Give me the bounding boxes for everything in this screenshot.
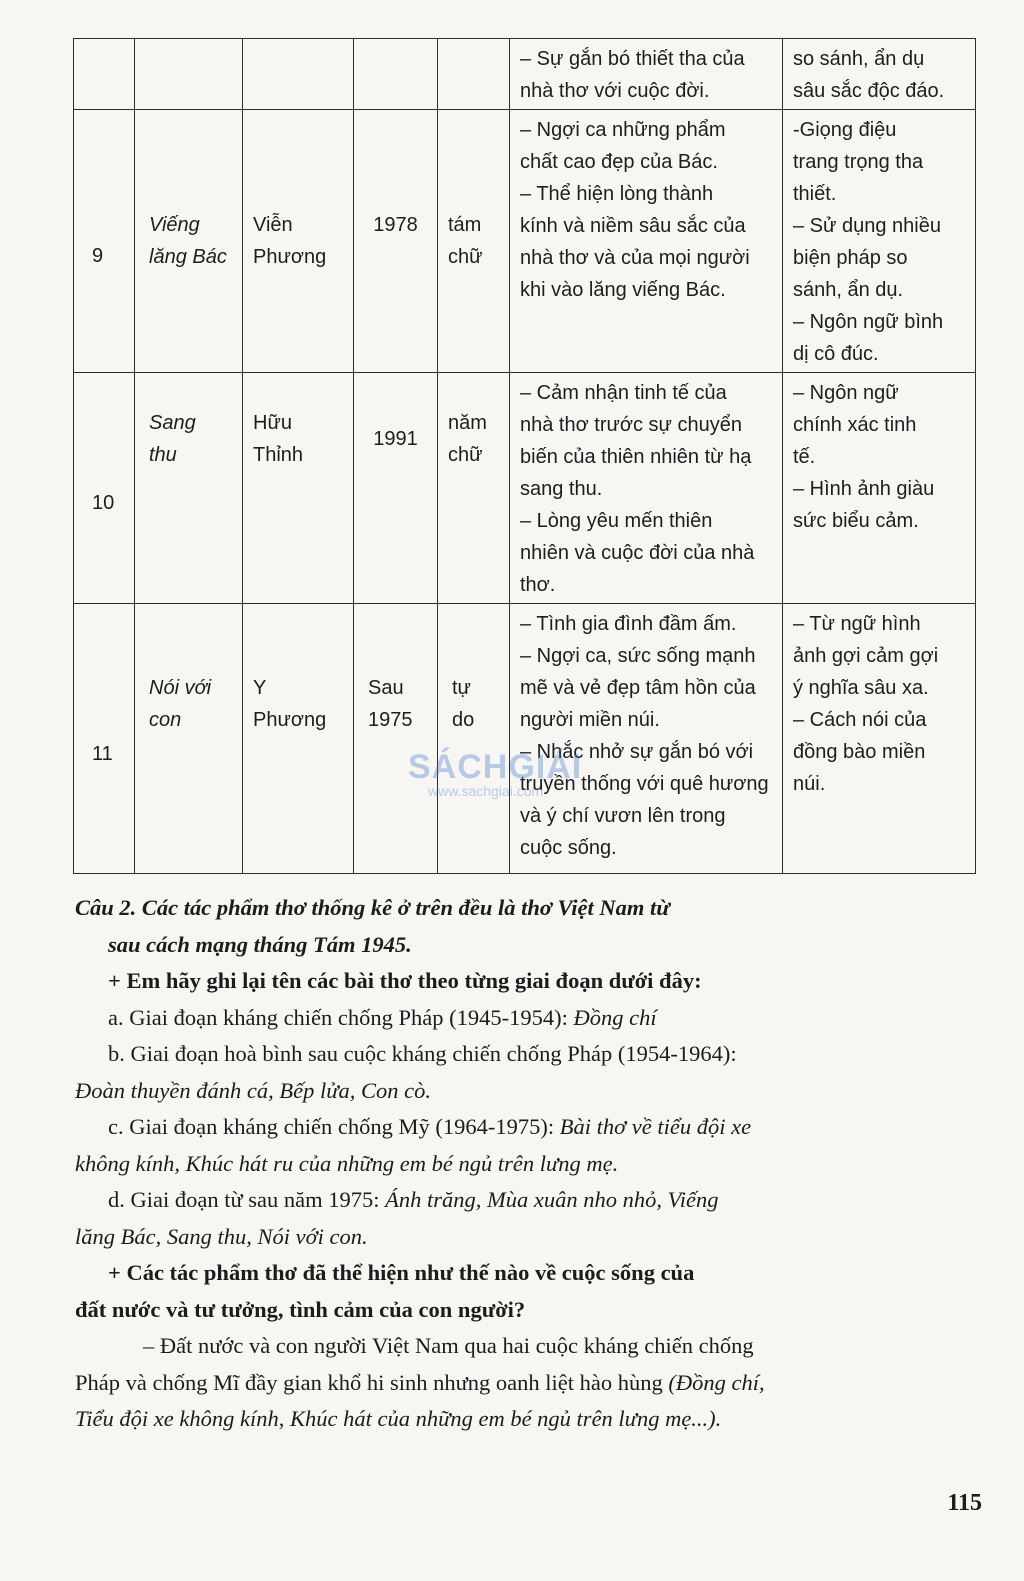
form-line: chữ: [448, 246, 483, 268]
content-line: chất cao đẹp của Bác.: [520, 151, 718, 173]
author-line: Phương: [253, 246, 327, 268]
year-cell: [354, 373, 438, 604]
form-line: tự: [452, 677, 471, 699]
art-line: – Từ ngữ hình: [793, 613, 921, 635]
content-line: – Sự gắn bó thiết tha của: [520, 48, 745, 70]
period-c-works-cont: không kính, Khúc hát ru của những em bé ngủ trên lưng mẹ.: [75, 1150, 619, 1176]
form-cell: [438, 110, 510, 373]
content-line: sang thu.: [520, 478, 603, 500]
art-line: trang trọng tha: [793, 151, 924, 173]
answer-works-cont: Tiểu đội xe không kính, Khúc hát của những em bé ngủ trên lưng mẹ...).: [75, 1406, 722, 1431]
art-cell: [783, 373, 976, 604]
answer-line: – Đất nước và con người Việt Nam qua hai cuộc kháng chiến chống: [143, 1333, 754, 1358]
title-cell: [135, 39, 243, 110]
form-cell: [438, 604, 510, 874]
author-line: Phương: [253, 709, 327, 731]
content-line: kính và niềm sâu sắc của: [520, 215, 746, 237]
content-line: biến của thiên nhiên từ hạ: [520, 446, 752, 468]
content-line: – Nhắc nhở sự gắn bó với: [520, 741, 754, 763]
title-line: Sang: [149, 412, 196, 434]
row-number-cell: [74, 110, 135, 373]
author-line: Hữu: [253, 412, 292, 434]
author-line: Viễn: [253, 214, 293, 236]
question-heading-line: sau cách mạng tháng Tám 1945.: [108, 931, 412, 957]
content-cell: [510, 39, 783, 110]
row-number-cell: [74, 373, 135, 604]
art-line: – Hình ảnh giàu: [793, 478, 935, 500]
form-cell: [438, 39, 510, 110]
question-2-section: [75, 890, 980, 1438]
author-cell: [243, 39, 354, 110]
title-cell: [135, 373, 243, 604]
title-line: con: [149, 709, 182, 731]
period-d-works-cont: lăng Bác, Sang thu, Nói với con.: [75, 1223, 368, 1249]
row-number: 9: [92, 245, 104, 267]
content-line: nhà thơ với cuộc đời.: [520, 80, 710, 102]
art-line: tế.: [793, 446, 816, 468]
content-line: khi vào lăng viếng Bác.: [520, 279, 726, 301]
content-cell: [510, 373, 783, 604]
row-number: 11: [92, 742, 113, 765]
art-line: ảnh gợi cảm gợi: [793, 645, 939, 667]
content-line: và ý chí vươn lên trong: [520, 805, 726, 827]
author-cell: [243, 604, 354, 874]
row-number-cell: [74, 604, 135, 874]
task-1: + Em hãy ghi lại tên các bài thơ theo từng giai đoạn dưới đây:: [108, 968, 702, 993]
content-line: thơ.: [520, 574, 556, 596]
period-a-works: Đồng chí: [573, 1004, 657, 1030]
table-body: [74, 39, 976, 874]
answer-line: [75, 1365, 980, 1402]
poem-summary-table: [73, 38, 976, 874]
period-a: [75, 1000, 980, 1037]
table-row: [74, 604, 976, 874]
question-heading-line: Câu 2. Các tác phẩm thơ thống kê ở trên đều là thơ Việt Nam từ: [75, 895, 670, 920]
art-line: – Sử dụng nhiều: [793, 215, 941, 237]
art-line: thiết.: [793, 183, 837, 205]
art-line: biện pháp so: [793, 247, 908, 269]
art-line: dị cô đúc.: [793, 343, 879, 365]
art-cell: [783, 39, 976, 110]
form-line: tám: [448, 214, 482, 236]
art-line: núi.: [793, 773, 826, 795]
art-line: – Ngôn ngữ bình: [793, 311, 944, 333]
year-cell: [354, 110, 438, 373]
title-line: thu: [149, 444, 177, 466]
art-line: – Ngôn ngữ: [793, 382, 899, 404]
table-row: [74, 373, 976, 604]
year-line: 1978: [373, 214, 418, 236]
title-line: Nói với: [149, 677, 212, 699]
row-number: 10: [92, 492, 115, 514]
author-line: Thỉnh: [253, 444, 304, 466]
author-line: Y: [253, 677, 267, 699]
content-line: – Thể hiện lòng thành: [520, 183, 714, 205]
art-line: đồng bào miền: [793, 741, 926, 763]
period-c: [75, 1109, 980, 1146]
content-line: nhà thơ và của mọi người: [520, 247, 750, 269]
period-a-text: a. Giai đoạn kháng chiến chống Pháp (1945-1954):: [108, 1004, 574, 1030]
period-c-works: Bài thơ về tiểu đội xe: [559, 1114, 752, 1139]
form-cell: [438, 373, 510, 604]
author-cell: [243, 373, 354, 604]
content-line: truyền thống với quê hương: [520, 773, 769, 795]
task-2: + Các tác phẩm thơ đã thể hiện như thế nào về cuộc sống của: [108, 1260, 695, 1285]
form-line: do: [452, 709, 475, 731]
year-cell: [354, 39, 438, 110]
form-line: năm: [448, 412, 487, 434]
period-d-works: Ánh trăng, Mùa xuân nho nhỏ, Viếng: [385, 1187, 719, 1212]
art-cell: [783, 110, 976, 373]
art-line: chính xác tinh: [793, 414, 917, 436]
art-line: sánh, ẩn dụ.: [793, 279, 904, 301]
art-line: -Giọng điệu: [793, 119, 897, 141]
content-line: – Tình gia đình đầm ấm.: [520, 613, 737, 635]
content-line: nhiên và cuộc đời của nhà: [520, 542, 755, 564]
content-line: – Ngợi ca, sức sống mạnh: [520, 645, 756, 667]
title-line: lăng Bác: [149, 246, 227, 268]
year-line: Sau: [368, 677, 404, 699]
watermark-brand: SÁCHGIẢI: [408, 748, 583, 786]
art-line: sức biểu cảm.: [793, 510, 919, 532]
task-2-cont: đất nước và tư tưởng, tình cảm của con người?: [75, 1296, 526, 1322]
content-line: người miền núi.: [520, 709, 660, 731]
title-line: Viếng: [149, 214, 200, 236]
year-cell: [354, 604, 438, 874]
period-b-text: b. Giai đoạn hoà bình sau cuộc kháng chiến chống Pháp (1954-1964):: [108, 1041, 737, 1066]
period-d-text: d. Giai đoạn từ sau năm 1975:: [108, 1187, 386, 1212]
period-b-works: Đoàn thuyền đánh cá, Bếp lửa, Con cò.: [75, 1077, 431, 1103]
art-line: so sánh, ẩn dụ: [793, 48, 925, 70]
form-line: chữ: [448, 444, 483, 466]
art-cell: [783, 604, 976, 874]
answer-text: Pháp và chống Mĩ đầy gian khổ hi sinh nhưng oanh liệt hào hùng: [75, 1369, 669, 1395]
content-line: – Cảm nhận tinh tế của: [520, 382, 727, 404]
content-cell: [510, 604, 783, 874]
art-line: – Cách nói của: [793, 709, 927, 731]
author-cell: [243, 110, 354, 373]
question-heading: [75, 890, 980, 963]
table-row: [74, 39, 976, 110]
year-line: 1991: [373, 428, 418, 450]
content-line: nhà thơ trước sự chuyển: [520, 414, 742, 436]
period-c-text: c. Giai đoạn kháng chiến chống Mỹ (1964-1975):: [108, 1114, 560, 1139]
answer-works: (Đồng chí,: [668, 1369, 765, 1395]
content-line: cuộc sống.: [520, 837, 617, 859]
period-d: [75, 1182, 980, 1219]
period-b: [75, 1036, 980, 1073]
year-line: 1975: [368, 709, 413, 731]
title-cell: [135, 604, 243, 874]
content-cell: [510, 110, 783, 373]
art-line: ý nghĩa sâu xa.: [793, 677, 929, 699]
page-number: 115: [947, 1490, 982, 1516]
content-line: mẽ và vẻ đẹp tâm hồn của: [520, 677, 756, 699]
content-line: – Ngợi ca những phẩm: [520, 119, 726, 141]
title-cell: [135, 110, 243, 373]
table-row: [74, 110, 976, 373]
row-number-cell: [74, 39, 135, 110]
art-line: sâu sắc độc đáo.: [793, 80, 945, 102]
watermark-url: www.sachgiai.com: [428, 783, 544, 799]
content-line: – Lòng yêu mến thiên: [520, 510, 713, 532]
